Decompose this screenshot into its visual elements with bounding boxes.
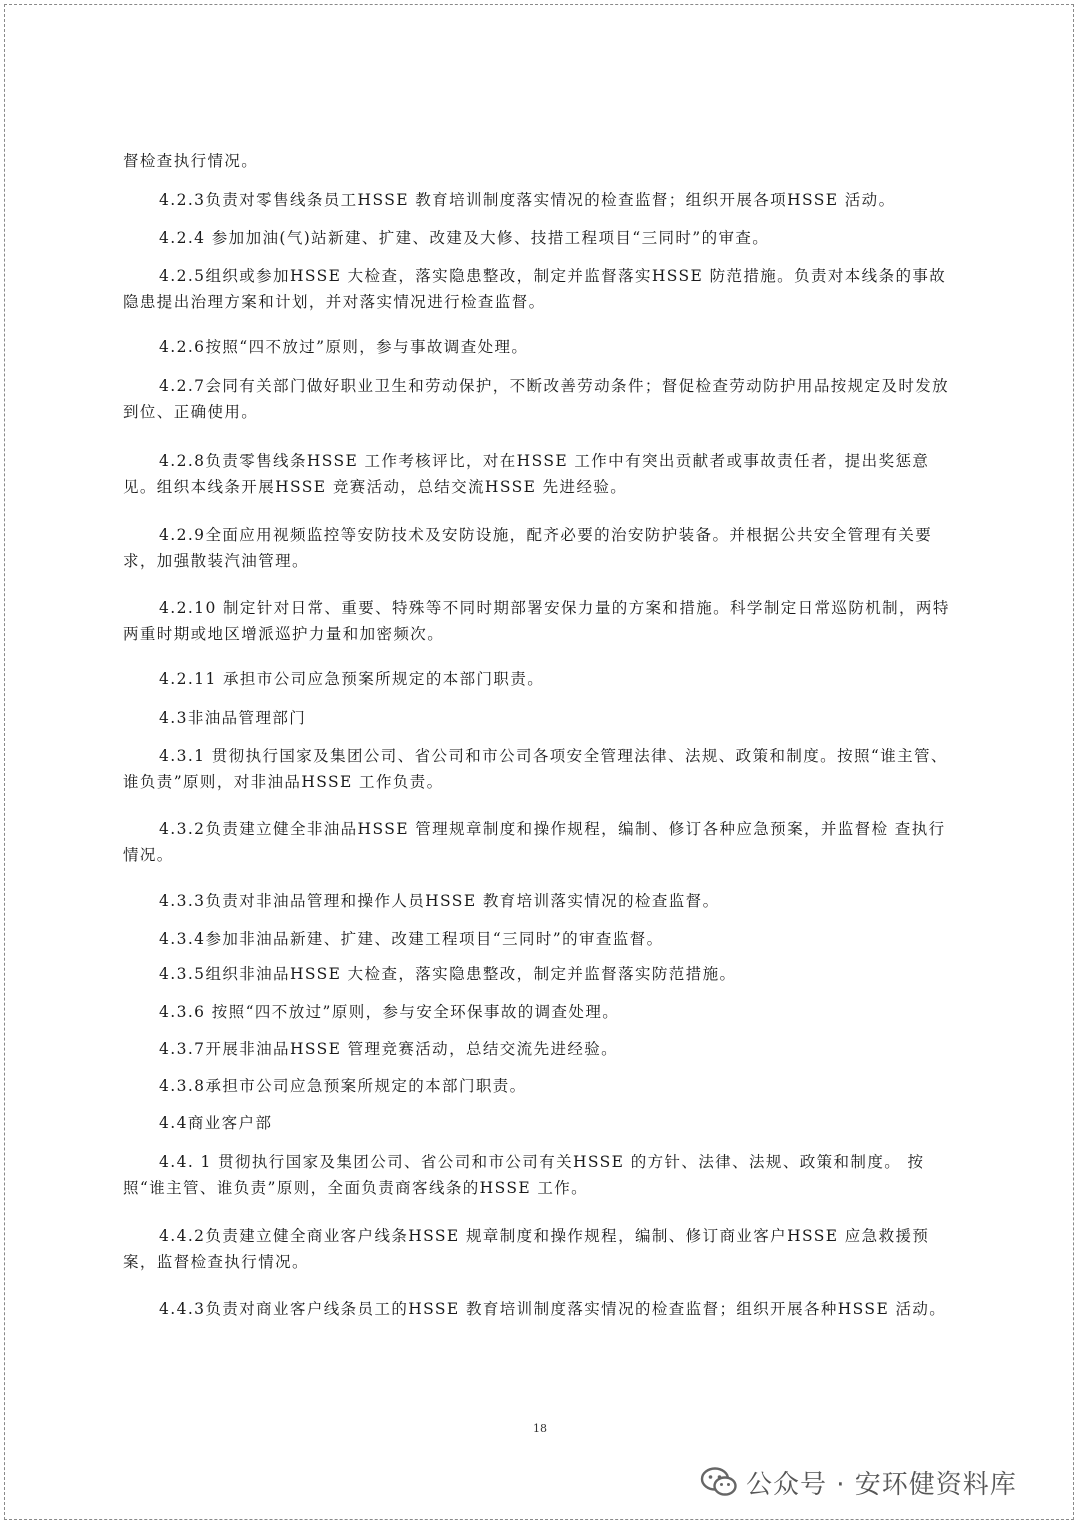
paragraph: 4.3.3负责对非油品管理和操作人员HSSE 教育培训落实情况的检查监督。 <box>159 892 720 910</box>
paragraph: 督检查执行情况。 <box>123 152 259 170</box>
paragraph: 4.2.5组织或参加HSSE 大检查，落实隐患整改，制定并监督落实HSSE 防范措施。负责对本线条的事故隐患提出治理方案和计划，并对落实情况进行检查监督。 <box>123 267 947 311</box>
paragraph: 4.4. 1 贯彻执行国家及集团公司、省公司和市公司有关HSSE 的方针、法律、法规、政策和制度。 按照“谁主管、谁负责”原则，全面负责商客线条的HSSE 工作。 <box>123 1153 925 1197</box>
paragraph: 4.2.7会同有关部门做好职业卫生和劳动保护，不断改善劳动条件；督促检查劳动防护用品按规定及时发放到位、正确使用。 <box>123 377 950 421</box>
paragraph: 4.4.2负责建立健全商业客户线条HSSE 规章制度和操作规程，编制、修订商业客户HSSE 应急救援预案，监督检查执行情况。 <box>123 1227 930 1271</box>
paragraph: 4.3.6 按照“四不放过”原则，参与安全环保事故的调查处理。 <box>159 1003 620 1021</box>
paragraph: 4.3.1 贯彻执行国家及集团公司、省公司和市公司各项安全管理法律、法规、政策和制度。按照“谁主管、谁负责”原则，对非油品HSSE 工作负责。 <box>123 747 948 791</box>
watermark <box>700 1462 1017 1502</box>
paragraph: 4.2.8负责零售线条HSSE 工作考核评比，对在HSSE 工作中有突出贡献者或事故责任者，提出奖惩意见。组织本线条开展HSSE 竞赛活动，总结交流HSSE 先进经验。 <box>123 452 930 496</box>
paragraph: 4.2.11 承担市公司应急预案所规定的本部门职责。 <box>159 670 545 688</box>
paragraph: 4.2.4 参加加油(气)站新建、扩建、改建及大修、技措工程项目“三同时”的审查。 <box>159 229 770 247</box>
paragraph: 4.2.3负责对零售线条员工HSSE 教育培训制度落实情况的检查监督；组织开展各项HSSE 活动。 <box>159 191 896 209</box>
page-number: 18 <box>533 1422 547 1435</box>
paragraph: 4.2.6按照“四不放过”原则，参与事故调查处理。 <box>159 338 529 356</box>
wechat-icon <box>700 1466 738 1498</box>
paragraph: 4.4.3负责对商业客户线条员工的HSSE 教育培训制度落实情况的检查监督；组织开展各种HSSE 活动。 <box>159 1300 947 1318</box>
paragraph: 4.3.4参加非油品新建、扩建、改建工程项目“三同时”的审查监督。 <box>159 930 664 948</box>
paragraph: 4.3非油品管理部门 <box>159 709 307 727</box>
paragraph: 4.3.2负责建立健全非油品HSSE 管理规章制度和操作规程，编制、修订各种应急预案，并监督检 查执行情况。 <box>123 820 946 864</box>
paragraph: 4.3.7开展非油品HSSE 管理竞赛活动，总结交流先进经验。 <box>159 1040 619 1058</box>
watermark-text: 公众号 · 安环健资料库 <box>746 1469 1017 1500</box>
paragraph: 4.4商业客户部 <box>159 1114 273 1132</box>
paragraph: 4.2.10 制定针对日常、重要、特殊等不同时期部署安保力量的方案和措施。科学制定日常巡防机制，两特两重时期或地区增派巡护力量和加密频次。 <box>123 599 950 643</box>
paragraph: 4.2.9全面应用视频监控等安防技术及安防设施，配齐必要的治安防护装备。并根据公共安全管理有关要求，加强散装汽油管理。 <box>123 526 933 570</box>
paragraph: 4.3.5组织非油品HSSE 大检查，落实隐患整改，制定并监督落实防范措施。 <box>159 965 737 983</box>
paragraph: 4.3.8承担市公司应急预案所规定的本部门职责。 <box>159 1077 527 1095</box>
